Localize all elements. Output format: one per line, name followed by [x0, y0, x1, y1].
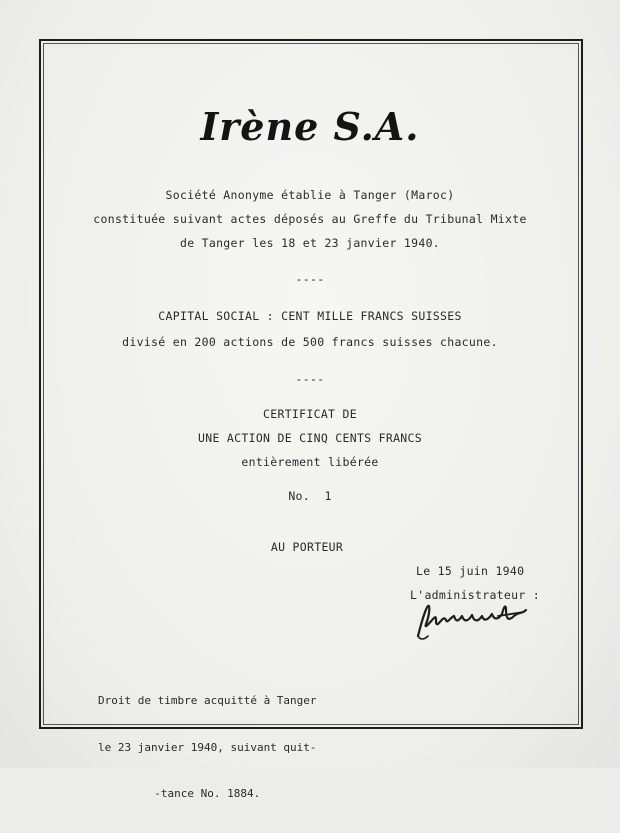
company-name: Irène S.A.	[200, 104, 420, 149]
certificate-line-1: CERTIFICAT DE	[263, 407, 357, 421]
stamp-note-line-2: le 23 janvier 1940, suivant quit-	[98, 740, 317, 754]
separator-1: ----	[295, 272, 325, 286]
header-line-3: de Tanger les 18 et 23 janvier 1940.	[179, 236, 441, 250]
header-line-1: Société Anonyme établie à Tanger (Maroc)	[165, 188, 455, 202]
date-line: Le 15 juin 1940	[416, 564, 525, 578]
certificate-line-2: UNE ACTION DE CINQ CENTS FRANCS	[198, 431, 422, 445]
stamp-note-line-3: -tance No. 1884.	[154, 787, 261, 800]
capital-line-2: divisé en 200 actions de 500 francs suisses chacune.	[122, 335, 498, 349]
stamp-duty-note	[98, 662, 317, 833]
bearer-label: AU PORTEUR	[270, 540, 344, 554]
stamp-note-line-1: Droit de timbre acquitté à Tanger	[98, 694, 317, 707]
handwritten-signature	[414, 600, 532, 644]
capital-line-1: CAPITAL SOCIAL : CENT MILLE FRANCS SUISSES	[158, 309, 462, 323]
signatory-label: L'administrateur :	[410, 588, 541, 602]
certificate-number: No. 1	[288, 489, 332, 503]
header-line-2: constituée suivant actes déposés au Greffe du Tribunal Mixte	[93, 212, 527, 226]
certificate-line-3: entièrement libérée	[241, 455, 379, 469]
separator-2: ----	[295, 372, 325, 386]
